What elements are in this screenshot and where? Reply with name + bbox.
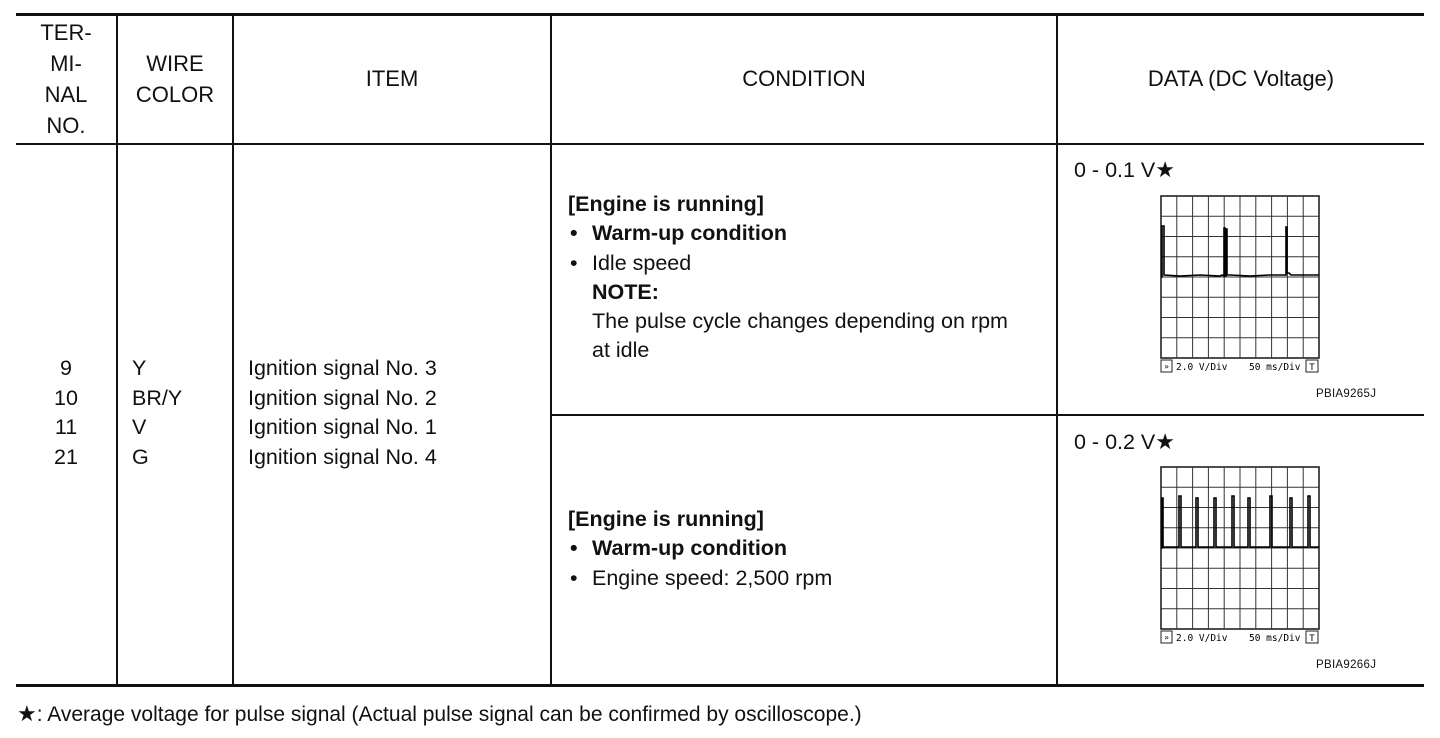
header-wire-color [118, 13, 232, 144]
wire-color: V [132, 415, 147, 439]
condition-heading: [Engine is running] [568, 192, 764, 216]
wire-colors [132, 354, 182, 472]
condition-bullet: • Engine speed: 2,500 rpm [568, 564, 1058, 593]
scope-trigger-label: T [1309, 363, 1315, 373]
scope-mode-icon: » [1164, 633, 1169, 642]
footnote-text: : Average voltage for pulse signal (Actual pulse signal can be confirmed by oscilloscope.) [36, 703, 862, 726]
terminal-numbers [16, 354, 116, 472]
oscilloscope-idle [1160, 195, 1320, 375]
figure-id: PBIA9265J [1316, 388, 1377, 400]
terminal-number: 21 [54, 444, 78, 469]
header-terminal-line: MI- [50, 50, 82, 76]
signal-item: Ignition signal No. 1 [248, 415, 437, 439]
scope-status-bar [1161, 631, 1318, 644]
voltage-text: 0 - 0.2 V [1074, 430, 1156, 454]
signal-item: Ignition signal No. 3 [248, 356, 437, 380]
note-text: at idle [592, 338, 650, 363]
condition-heading: [Engine is running] [568, 507, 764, 531]
note-label: NOTE: [592, 279, 659, 304]
scope-time-per-div: 50 ms/Div [1249, 633, 1301, 644]
figure-id: PBIA9266J [1316, 659, 1377, 671]
scope-trigger-label: T [1309, 634, 1315, 644]
voltage-value-2500rpm [1074, 427, 1175, 457]
condition-bullet: • Warm-up condition [568, 534, 1058, 563]
header-data: DATA (DC Voltage) [1147, 66, 1335, 91]
header-item: ITEM [365, 66, 419, 91]
header-terminal-line: NO. [46, 112, 86, 138]
scope-mode-icon: » [1164, 362, 1169, 371]
scope-status-bar [1161, 360, 1318, 373]
signal-item: Ignition signal No. 4 [248, 444, 437, 469]
voltage-value-idle [1074, 155, 1175, 185]
wire-color: G [132, 444, 149, 469]
terminal-number: 11 [54, 415, 78, 439]
header-wire-line: COLOR [135, 81, 215, 107]
header-wire-line: WIRE [146, 50, 204, 76]
oscilloscope-screen-idle [1160, 195, 1320, 375]
header-terminal-line: TER- [40, 19, 92, 45]
wire-color: Y [132, 356, 147, 380]
scope-volts-per-div: 2.0 V/Div [1176, 362, 1228, 373]
condition-2500rpm [568, 505, 1058, 593]
signal-items [248, 354, 437, 472]
scope-grid [1161, 467, 1319, 629]
star-icon: ★ [1155, 157, 1175, 182]
wire-color: BR/Y [132, 385, 183, 410]
oscilloscope-screen-2500rpm [1160, 466, 1320, 646]
scope-grid [1161, 196, 1319, 358]
star-icon: ★ [17, 701, 37, 726]
condition-row-divider [550, 414, 1424, 416]
condition-bullet: • Warm-up condition [568, 219, 1058, 248]
terminal-number: 10 [54, 385, 78, 410]
oscilloscope-2500rpm [1160, 466, 1320, 646]
table-bottom-rule [16, 684, 1424, 687]
condition-bullet: • Idle speed [568, 249, 1058, 278]
voltage-text: 0 - 0.1 V [1074, 158, 1156, 182]
footnote [17, 699, 862, 730]
scope-time-per-div: 50 ms/Div [1249, 362, 1301, 373]
note-text: The pulse cycle changes depending on rpm [592, 309, 1008, 334]
header-condition: CONDITION [742, 66, 866, 91]
scope-volts-per-div: 2.0 V/Div [1176, 633, 1228, 644]
star-icon: ★ [1155, 429, 1175, 454]
header-terminal-no [16, 13, 116, 144]
condition-idle [568, 190, 1058, 366]
terminal-data-table [16, 13, 1424, 687]
signal-item: Ignition signal No. 2 [248, 385, 437, 410]
terminal-number: 9 [60, 356, 72, 380]
header-terminal-line: NAL [44, 81, 88, 107]
